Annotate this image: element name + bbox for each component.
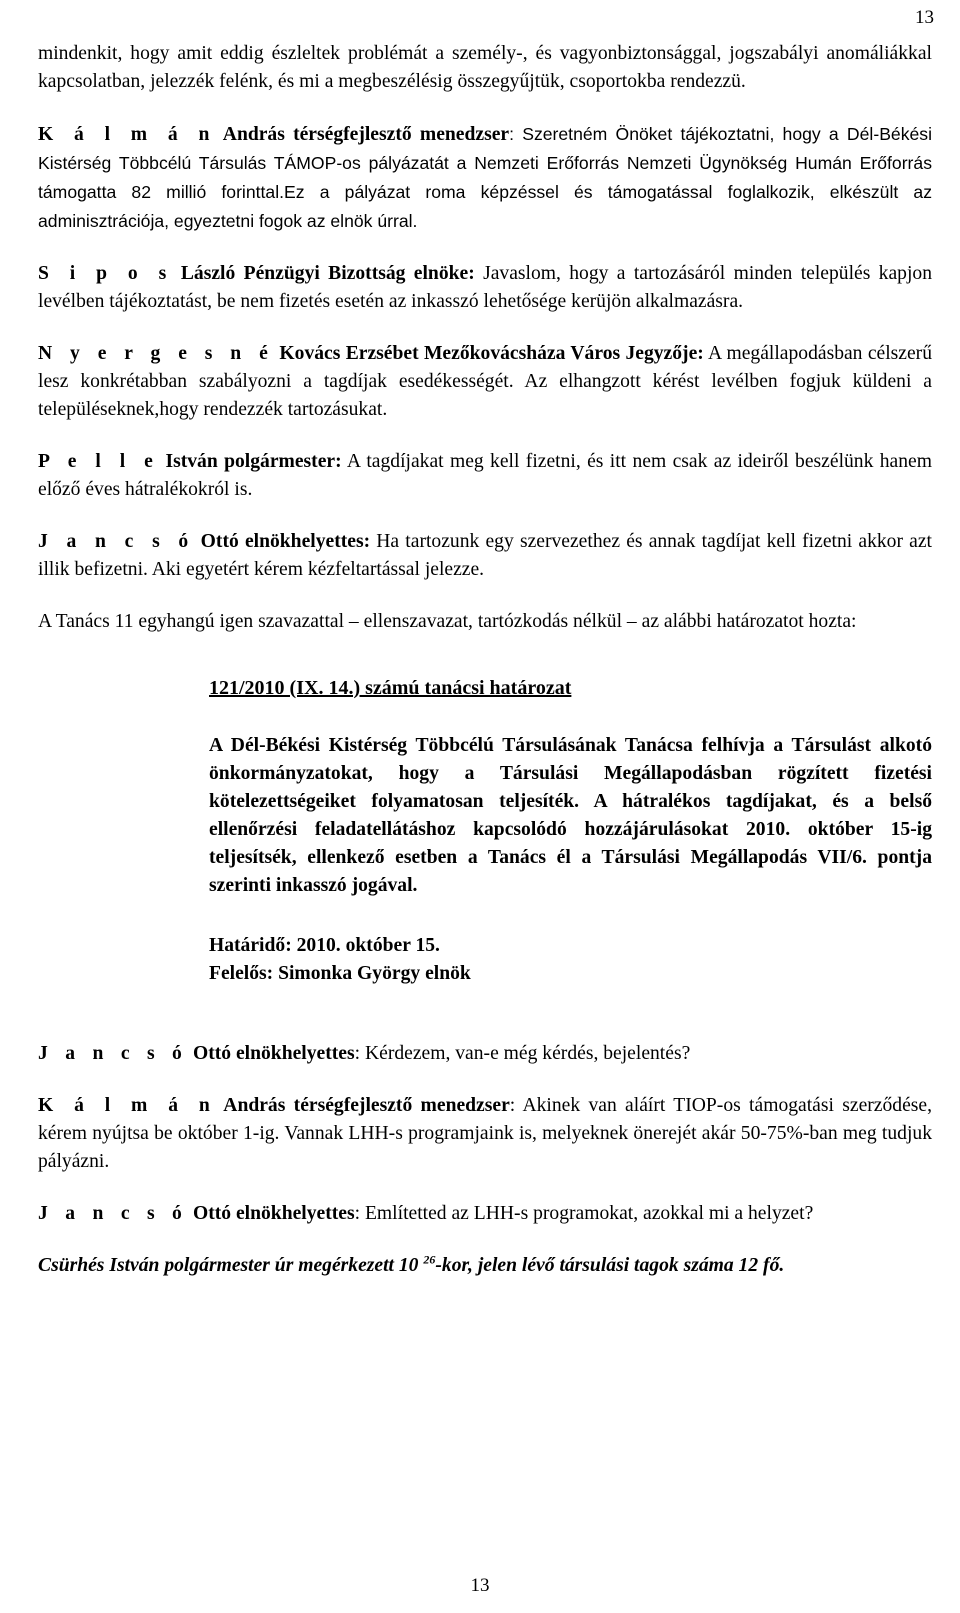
document-body — [38, 40, 932, 1280]
speaker-name: N y e r g e s n é — [38, 343, 275, 364]
paragraph-text: : Szeretném Önöket tájékoztatni, hogy a Dél-Békési Kistérség Többcélú Társulás TÁMOP-os pályázatát a Nemzeti Erőforrás Nemzeti Ügynökség Humán Erőforrás támogatta 82 millió forinttal. — [38, 124, 933, 202]
resolution-title: 121/2010 (IX. 14.) számú tanácsi határozat — [209, 677, 572, 699]
page-number-top: 13 — [915, 7, 934, 28]
paragraph-jancso-2 — [38, 1040, 932, 1068]
speaker-name: P e l l e — [38, 451, 160, 472]
speaker-role: Kovács Erzsébet Mezőkovácsháza Város Jegyzője: — [274, 343, 704, 364]
resolution-deadline: Határidő: 2010. október 15. — [209, 935, 440, 956]
paragraph-jancso-1 — [38, 528, 932, 584]
paragraph-pelle — [38, 448, 932, 504]
resolution-meta — [209, 932, 932, 988]
paragraph-text: A megállapodásban célszerű lesz konkrétabban szabályozni a tagdíjak esedékességét. Az elhangzott kérést levélben fogjuk küldeni a településeknek,hogy rendezzék tartozásukat. — [38, 343, 933, 420]
arrival-superscript: 26 — [423, 1252, 436, 1267]
paragraph-text: : Kérdezem, van-e még kérdés, bejelentés? — [354, 1043, 691, 1064]
paragraph-text: A tagdíjakat meg kell fizetni, és itt nem csak az ideiről beszélünk hanem előző éves hátralékokról is. — [38, 451, 932, 500]
paragraph-text: : Említetted az LHH-s programokat, azokkal mi a helyzet? — [354, 1203, 814, 1224]
paragraph-kalman-1 — [38, 120, 932, 236]
paragraph-text: Ha tartozunk egy szervezethez és annak tagdíjat kell fizetni akkor azt illik befizetni. Aki egyetért kérem kézfeltartással jelezze. — [38, 531, 933, 580]
paragraph-jancso-3 — [38, 1200, 932, 1228]
resolution-block — [209, 674, 932, 988]
paragraph-vote: A Tanács 11 egyhangú igen szavazattal – ellenszavazat, tartózkodás nélkül – az alábbi határozatot hozta: — [38, 611, 857, 632]
paragraph-intro: mindenkit, hogy amit eddig észleltek problémát a személy-, és vagyonbiztonsággal, jogszabályi anomáliákkal kapcsolatban, jelezzék felénk, és mi a megbeszélésig összegyűjtük, csoportokba rendezzü. — [38, 43, 932, 92]
speaker-name: J a n c s ó — [38, 1043, 189, 1064]
resolution-responsible: Felelős: Simonka György elnök — [209, 963, 471, 984]
paragraph-arrival-note — [38, 1252, 932, 1280]
resolution-body: A Dél-Békési Kistérség Többcélú Társulásának Tanácsa felhívja a Társulást alkotó önkormányzatokat, hogy a Társulási Megállapodásban rögzített fizetési kötelezettségeiket folyamatosan teljesíték. A hátralékos tagdíjakat, és a belső ellenőrzési feladatellátáshoz kapcsolódó hozzájárulásokat 2010. október 15-ig teljesítsék, ellenkező esetben a Tanács él a Társulási Megállapodás VII/6. pontja szerinti inkasszó jogával. — [209, 735, 932, 896]
paragraph-text: Javaslom, hogy a tartozásáról minden település kapjon levélben tájékoztatást, be nem fizetés esetén az inkasszó lehetősége kerüjön alkalmazásra. — [38, 263, 933, 312]
speaker-role: László Pénzügyi Bizottság elnöke: — [172, 263, 475, 284]
paragraph-text: : Akinek van aláírt TIOP-os támogatási szerződése, kérem nyújtsa be október 1-ig. Vannak LHH-s programjaink is, melyeknek önerejét akár 50-75%-ban meg tudjuk pályázni. — [38, 1095, 933, 1172]
speaker-role: István polgármester: — [159, 451, 342, 472]
speaker-name: J a n c s ó — [38, 531, 195, 552]
speaker-name: S i p o s — [38, 263, 173, 284]
speaker-role: András térségfejlesztő menedzser — [215, 124, 510, 145]
paragraph-text: Ez a pályázat roma képzéssel és támogatással foglalkozik, elkészült az adminisztrációja, egyeztetni fogok az elnök úrral. — [38, 182, 933, 231]
speaker-role: Ottó elnökhelyettes — [188, 1043, 355, 1064]
speaker-name: K á l m á n — [38, 1095, 217, 1116]
arrival-text-b: -kor, jelen lévő társulási tagok száma 12 fő. — [435, 1255, 785, 1276]
speaker-name: J a n c s ó — [38, 1203, 189, 1224]
speaker-role: András térségfejlesztő menedzser — [216, 1095, 510, 1116]
page-number-bottom: 13 — [470, 1575, 490, 1596]
paragraph-kalman-2 — [38, 1092, 932, 1176]
arrival-text-a: Csürhés István polgármester úr megérkezett 10 — [38, 1255, 424, 1276]
speaker-name: K á l m á n — [38, 124, 216, 145]
speaker-role: Ottó elnökhelyettes: — [194, 531, 371, 552]
paragraph-nyergesne — [38, 340, 932, 424]
speaker-role: Ottó elnökhelyettes — [188, 1203, 355, 1224]
paragraph-sipos — [38, 260, 932, 316]
